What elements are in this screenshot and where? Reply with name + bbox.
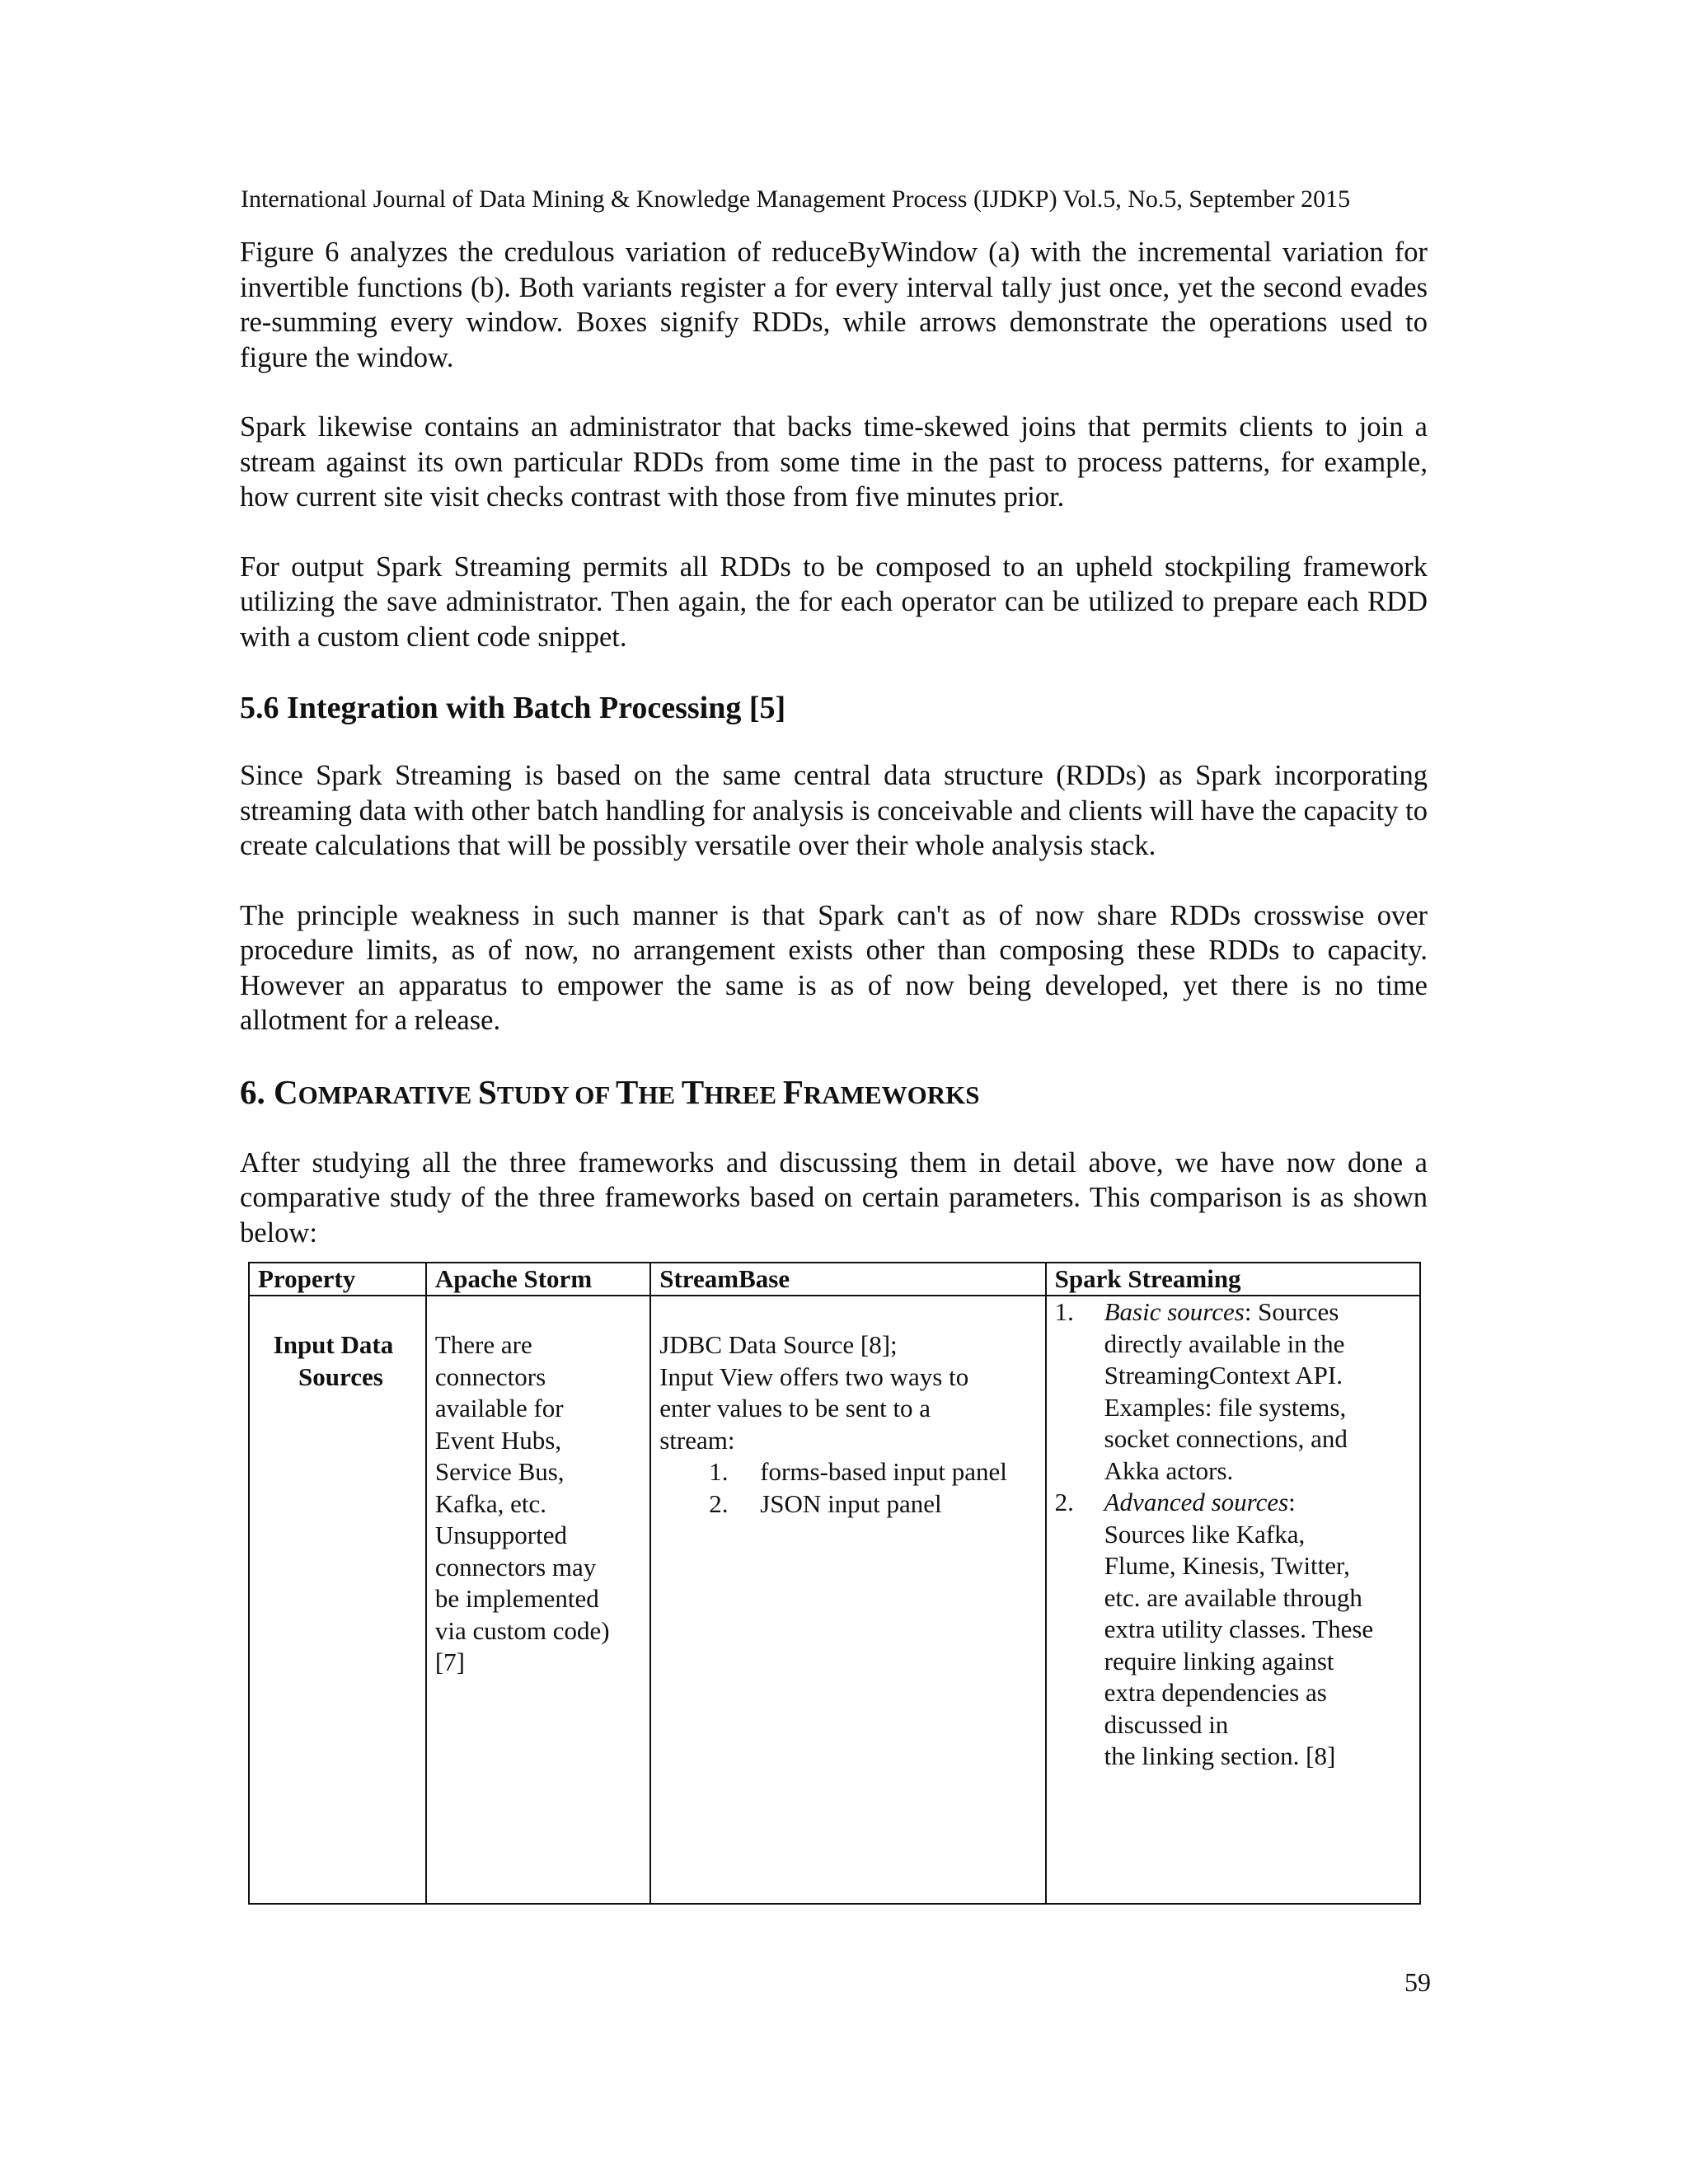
storm-line: Service Bus, — [434, 1457, 565, 1486]
spark-line: Flume, Kinesis, Twitter, — [1104, 1551, 1350, 1580]
heading-6-number: 6. — [240, 1072, 274, 1111]
header-streambase: StreamBase — [650, 1263, 1045, 1296]
heading-6-part: HE — [638, 1080, 682, 1109]
property-label-line: Sources — [298, 1361, 383, 1391]
streambase-line: enter values to be sent to a — [659, 1394, 931, 1422]
storm-line: connectors may — [434, 1552, 597, 1582]
heading-6-part: T — [681, 1072, 705, 1111]
heading-6-part: RAMEWORKS — [803, 1080, 980, 1109]
heading-6-part: OMPARATIVE — [298, 1080, 479, 1109]
header-apache-storm: Apache Storm — [426, 1263, 650, 1296]
heading-6-part: F — [782, 1072, 804, 1111]
list-item — [1055, 1487, 1411, 1773]
spark-line: require linking against — [1104, 1646, 1334, 1675]
main-content — [240, 235, 1428, 1905]
streambase-list — [659, 1456, 1036, 1520]
header-spark-streaming: Spark Streaming — [1046, 1263, 1420, 1296]
paragraph-joins: Spark likewise contains an administrator that backs time-skewed joins that permits clients to join a stream against its own particular RDDs from some time in the past to process patterns, for example, how current site visit checks contrast with those from five minutes prior. — [240, 411, 1428, 513]
list-item — [659, 1456, 1036, 1488]
spark-line: discussed in — [1104, 1709, 1229, 1739]
spark-line: : — [1288, 1488, 1296, 1516]
spark-item-first-line — [1104, 1487, 1411, 1519]
streambase-text — [659, 1329, 1036, 1520]
heading-6-part: HREE — [704, 1080, 783, 1109]
storm-line: Event Hubs, — [434, 1425, 562, 1455]
heading-5-6: 5.6 Integration with Batch Processing [5] — [240, 691, 786, 725]
streambase-line: JDBC Data Source [8]; — [659, 1330, 898, 1359]
paragraph-batch: Since Spark Streaming is based on the same central data structure (RDDs) as Spark incorporating streaming data with other batch handling for analysis is conceivable and clients will have the capacity to create calculations that will be possibly versatile over their whole analysis stack. — [240, 760, 1428, 861]
spark-line: : Sources — [1244, 1297, 1339, 1326]
spark-line: Akka actors. — [1104, 1455, 1234, 1485]
spark-list — [1055, 1296, 1411, 1773]
list-item — [1055, 1296, 1411, 1487]
storm-text — [435, 1329, 641, 1679]
list-text: JSON input panel — [760, 1488, 942, 1518]
spark-line: extra dependencies as — [1104, 1678, 1327, 1707]
heading-6-part: C — [274, 1072, 298, 1111]
paragraph-figure6: Figure 6 analyzes the credulous variation of reduceByWindow (a) with the incremental variation for invertible functions (b). Both variants register a for every interval tally just once, yet the second evades re-summing every window. Boxes signify RDDs, while arrows demonstrate the operations used to figure the window. — [240, 237, 1428, 373]
running-header: International Journal of Data Mining & Knowledge Management Process (IJDKP) Vol.5, No.5, September 2015 — [241, 185, 1351, 213]
storm-line: be implemented — [434, 1584, 599, 1613]
storm-line: Unsupported — [434, 1521, 568, 1549]
spark-line: Sources like Kafka, — [1104, 1519, 1306, 1549]
list-number: 2. — [1054, 1488, 1074, 1516]
list-item — [659, 1488, 1036, 1521]
spark-line: StreamingContext API. — [1104, 1361, 1343, 1390]
spark-line: etc. are available through — [1104, 1582, 1362, 1612]
paragraph-output: For output Spark Streaming permits all RDDs to be composed to an upheld stockpiling framework utilizing the save administrator. Then again, the for each operator can be utilized to prepare each RDD with a custom client code snippet. — [240, 551, 1428, 653]
comparison-table — [248, 1262, 1421, 1905]
header-property: Property — [249, 1263, 426, 1296]
list-number: 1. — [1054, 1297, 1074, 1326]
heading-6-part: S — [478, 1072, 497, 1111]
paragraph-comparison-intro: After studying all the three frameworks and discussing them in detail above, we have now done a comparative study of the three frameworks based on certain parameters. This comparison is as shown below: — [240, 1146, 1428, 1249]
storm-line: Kafka, etc. — [434, 1488, 546, 1518]
list-number: 2. — [709, 1488, 729, 1518]
storm-line: via custom code) — [434, 1615, 610, 1645]
list-number: 1. — [709, 1457, 729, 1486]
spark-line: socket connections, and — [1104, 1424, 1348, 1453]
spark-line: extra utility classes. These — [1104, 1615, 1374, 1643]
streambase-line: Input View offers two ways to — [659, 1361, 969, 1391]
table-header-row — [249, 1263, 1420, 1296]
table-row — [249, 1296, 1420, 1904]
spark-line: directly available in the — [1104, 1329, 1345, 1358]
cell-streambase — [650, 1296, 1045, 1904]
cell-spark-streaming — [1046, 1296, 1420, 1904]
paragraph-weakness: The principle weakness in such manner is that Spark can't as of now share RDDs crosswise over procedure limits, as of now, no arrangement exists other than composing these RDDs to capacity. However an apparatus to empower the same is as of now being developed, yet there is no time allotment for a release. — [240, 899, 1428, 1036]
heading-6 — [240, 1073, 1428, 1114]
property-label-line: Input Data — [273, 1330, 394, 1359]
heading-6-part: TUDY OF — [496, 1080, 616, 1109]
storm-line: There are — [434, 1330, 532, 1359]
cell-apache-storm — [426, 1296, 650, 1904]
streambase-line: stream: — [659, 1425, 735, 1455]
spark-item-first-line — [1104, 1296, 1411, 1329]
page-number: 59 — [1404, 1967, 1431, 1997]
spark-line: Examples: file systems, — [1104, 1392, 1347, 1422]
storm-line: connectors — [434, 1361, 546, 1391]
list-text: forms-based input panel — [760, 1457, 1007, 1486]
spark-item-title: Basic sources — [1104, 1297, 1245, 1326]
heading-6-part: T — [615, 1072, 639, 1111]
spark-line: the linking section. [8] — [1104, 1741, 1336, 1770]
storm-line: [7] — [434, 1647, 466, 1676]
property-label — [258, 1329, 417, 1393]
cell-property — [249, 1296, 426, 1904]
storm-line: available for — [434, 1394, 564, 1422]
spark-item-title: Advanced sources — [1104, 1488, 1289, 1516]
